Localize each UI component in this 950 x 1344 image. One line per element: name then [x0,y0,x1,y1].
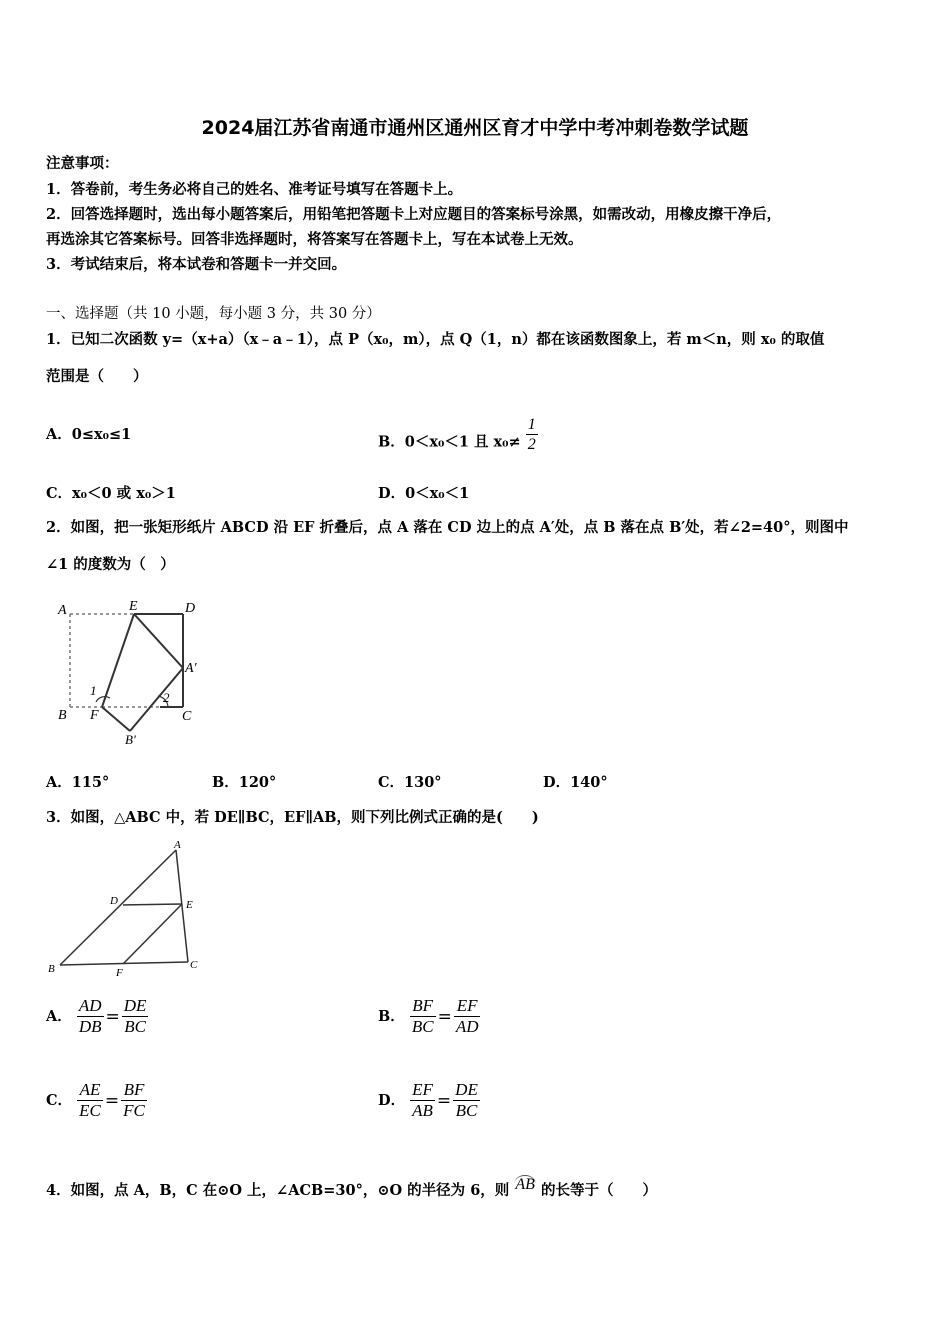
q3-figure [44,838,214,980]
label-f: F [90,708,99,723]
arc-ab: AB [515,1176,535,1193]
q3-option-b [378,996,480,1038]
line-ab [60,850,176,965]
q1-option-b-fraction [526,415,538,454]
page-title: 2024届江苏省南通市通州区通州区育才中学中考冲刺卷数学试题 [201,117,749,139]
q4-stem-text: 4．如图，点 A，B，C 在⊙O 上，∠ACB=30°，⊙O 的半径为 6，则 [46,1182,510,1199]
label-f: F [116,967,123,979]
line-a-prime-b-prime [130,668,183,731]
fraction-numerator: EF [410,1080,435,1101]
label-c: C [182,709,192,724]
fraction-right [121,1080,147,1122]
note-item-1: 1．答卷前，考生务必将自己的姓名、准考证号填写在答题卡上。 [46,181,463,198]
fraction-denominator: 2 [527,436,536,454]
label-b: B [48,963,55,975]
fraction-left [410,996,436,1038]
q3-option-c [46,1080,147,1122]
label-e: E [129,599,138,614]
q2-option-b: B．120° [212,774,277,791]
fraction-numerator: AE [77,1080,103,1101]
fold-line-ef [102,614,134,707]
label-b: B [58,708,67,723]
label-e: E [186,899,193,911]
fraction-numerator: BF [121,1080,147,1101]
fraction-denominator: EC [79,1101,101,1121]
line-ef [123,904,182,964]
q3-option-d [378,1080,480,1122]
option-label: D． [378,1091,406,1109]
fraction-numerator: EF [454,996,481,1017]
label-a: A [174,839,181,851]
q3-option-a [46,996,148,1038]
equals-sign: = [436,1090,452,1111]
label-angle-1: 1 [90,683,97,698]
q2-option-a: A．115° [46,774,110,791]
q4-stem-suffix: 的长等于（ ） [540,1182,657,1199]
fraction-denominator: DB [78,1017,102,1037]
fraction-numerator: 1 [526,415,538,435]
q2-option-d: D．140° [543,774,608,791]
q1-option-b-text: B．0＜x₀＜1 且 x₀≠ [378,433,521,451]
equals-sign: = [104,1090,120,1111]
fraction-left [77,996,104,1038]
fraction-numerator: DE [122,996,149,1017]
q1-option-a: A．0≤x₀≤1 [46,426,132,443]
equals-sign: = [437,1006,452,1027]
note-item-2-cont: 再选涂其它答案标号。回答非选择题时，将答案写在答题卡上，写在本试卷上无效。 [46,231,583,248]
option-label: A． [46,1007,72,1025]
q2-figure [50,590,210,750]
q2-option-c: C．130° [378,774,442,791]
q1-option-b [378,416,538,462]
fraction-right [453,1080,480,1122]
fraction-right [122,996,149,1038]
label-d: D [110,895,118,907]
label-c: C [190,959,198,971]
label-a-prime: A' [185,661,197,676]
notes-heading: 注意事项： [46,155,119,172]
line-ea-prime [134,614,183,668]
label-b-prime: B' [125,732,136,747]
label-a: A [58,603,67,618]
option-label: B． [378,1007,405,1025]
fraction-numerator: DE [453,1080,480,1101]
fraction-numerator: BF [410,996,436,1017]
q2-stem: 2．如图，把一张矩形纸片 ABCD 沿 EF 折叠后，点 A 落在 CD 边上的点 A′处，点 B 落在点 B′处，若∠2=40°，则图中 [46,519,849,536]
q1-option-c: C．x₀＜0 或 x₀＞1 [46,485,176,502]
fraction-right [454,996,481,1038]
section-heading: 一、选择题（共 10 小题，每小题 3 分，共 30 分） [46,306,381,322]
option-label: C． [46,1091,73,1109]
fraction-denominator: FC [123,1101,145,1121]
fraction-denominator: BC [411,1017,434,1037]
q1-stem-cont: 范围是（ ） [46,368,148,385]
fraction-numerator: AD [77,996,104,1017]
q3-stem: 3．如图，△ABC 中，若 DE∥BC，EF∥AB，则下列比例式正确的是( ) [46,809,539,826]
line-de [123,904,182,905]
note-item-2: 2．回答选择题时，选出每小题答案后，用铅笔把答题卡上对应题目的答案标号涂黑，如需改动，用橡皮擦干净后， [46,206,782,223]
note-item-3: 3．考试结束后，将本试卷和答题卡一并交回。 [46,256,347,273]
fraction-denominator: AD [455,1017,479,1037]
label-d: D [185,601,196,616]
q1-option-d: D．0＜x₀＜1 [378,485,470,502]
fraction-denominator: BC [124,1017,146,1037]
fraction-denominator: AB [412,1101,433,1121]
q4-stem [46,1176,657,1200]
q1-stem: 1．已知二次函数 y=（x+a）（x﹣a﹣1），点 P（x₀，m），点 Q（1，n）都在该函数图象上，若 m＜n，则 x₀ 的取值 [46,331,825,348]
label-angle-2: 2 [163,690,170,705]
q2-stem-cont: ∠1 的度数为（ ） [46,556,175,573]
fraction-left [77,1080,103,1122]
equals-sign: = [105,1006,120,1027]
fraction-left [410,1080,435,1122]
fraction-denominator: BC [455,1101,478,1121]
line-fb-prime [102,707,130,731]
